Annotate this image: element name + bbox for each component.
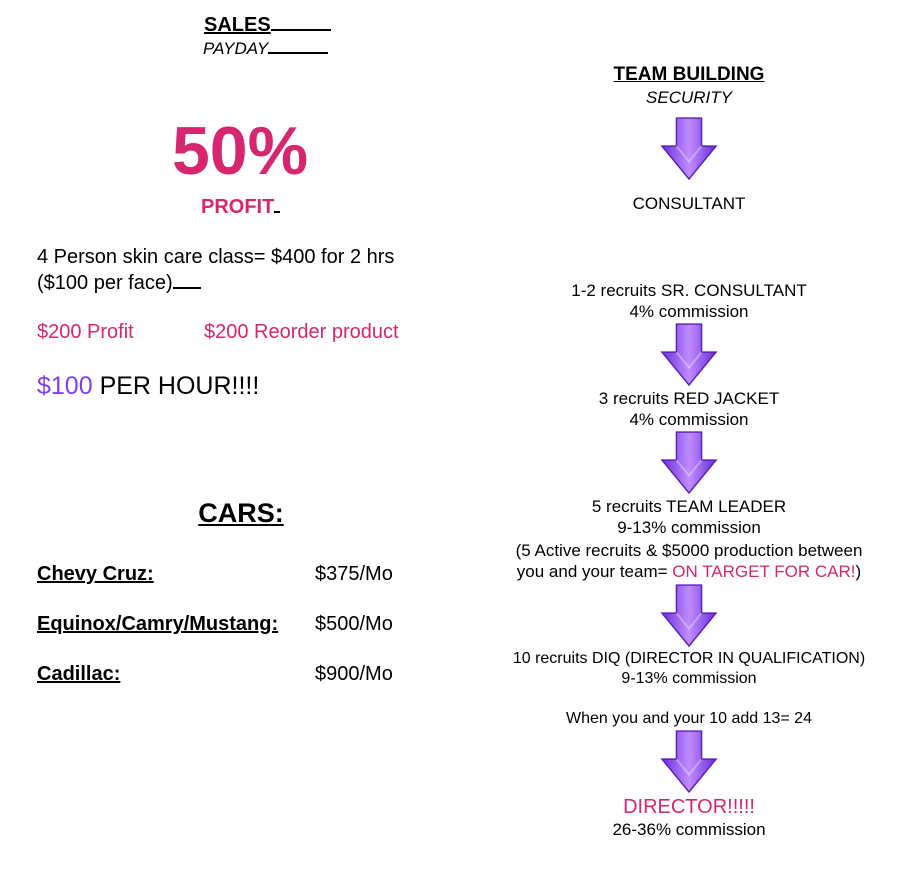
diq-line-2: 9-13% commission <box>621 670 757 687</box>
class-line-2-wrap <box>37 272 201 295</box>
down-arrow-icon <box>660 430 718 496</box>
tl-line-3: (5 Active recruits & $5000 production between <box>515 541 863 560</box>
payday-underline <box>268 50 328 54</box>
class-line-1: 4 Person skin care class= $400 for 2 hrs <box>37 246 395 268</box>
sr-line-2: 4% commission <box>629 302 749 321</box>
car-name-3: Cadillac: <box>37 663 121 685</box>
car-price-3: $900/Mo <box>315 663 393 685</box>
down-arrow-icon <box>660 322 718 388</box>
down-arrow-icon <box>660 116 718 182</box>
tl-line-4 <box>517 562 861 582</box>
car-name-2: Equinox/Camry/Mustang: <box>37 613 279 635</box>
red-line-1: 3 recruits RED JACKET <box>598 389 780 408</box>
car-name-1: Chevy Cruz: <box>37 563 154 585</box>
add-line: When you and your 10 add 13= 24 <box>566 710 812 727</box>
car-price-2: $500/Mo <box>315 613 393 635</box>
tl-line-2: 9-13% commission <box>617 518 761 537</box>
class-line-2: ($100 per face) <box>37 272 173 294</box>
split-reorder: $200 Reorder product <box>204 321 399 343</box>
profit-label: PROFIT <box>201 196 275 218</box>
hourly-amount: $100 <box>37 372 93 400</box>
director-commission: 26-36% commission <box>612 820 766 839</box>
tl-line-4a: you and your team= <box>516 562 673 581</box>
hourly-rest: PER HOUR!!!! <box>92 372 260 400</box>
tl-line-1: 5 recruits TEAM LEADER <box>591 497 787 516</box>
tl-line-4c: ) <box>855 562 862 581</box>
profit-label-wrap <box>201 196 280 219</box>
profit-underline <box>274 209 280 213</box>
class-underline <box>173 285 201 289</box>
cars-title: CARS: <box>198 498 284 528</box>
sales-underline <box>271 27 331 31</box>
sr-line-1: 1-2 recruits SR. CONSULTANT <box>571 281 807 300</box>
down-arrow-icon <box>660 729 718 795</box>
consultant-label: CONSULTANT <box>632 194 746 213</box>
payday-heading <box>203 39 328 59</box>
payday-label: PAYDAY <box>203 39 269 58</box>
diq-line-1: 10 recruits DIQ (DIRECTOR IN QUALIFICATION) <box>512 650 866 667</box>
sales-title: SALES <box>204 14 271 36</box>
red-line-2: 4% commission <box>629 410 749 429</box>
team-subtitle: SECURITY <box>646 88 732 107</box>
car-price-1: $375/Mo <box>315 563 393 585</box>
team-title: TEAM BUILDING <box>613 64 765 85</box>
hourly-line <box>37 372 259 401</box>
split-profit: $200 Profit <box>37 321 134 343</box>
sales-heading <box>204 14 331 37</box>
director-label: DIRECTOR!!!!! <box>623 796 755 818</box>
on-target-text: ON TARGET FOR CAR! <box>672 562 856 581</box>
profit-percent: 50% <box>171 113 309 189</box>
down-arrow-icon <box>660 583 718 649</box>
